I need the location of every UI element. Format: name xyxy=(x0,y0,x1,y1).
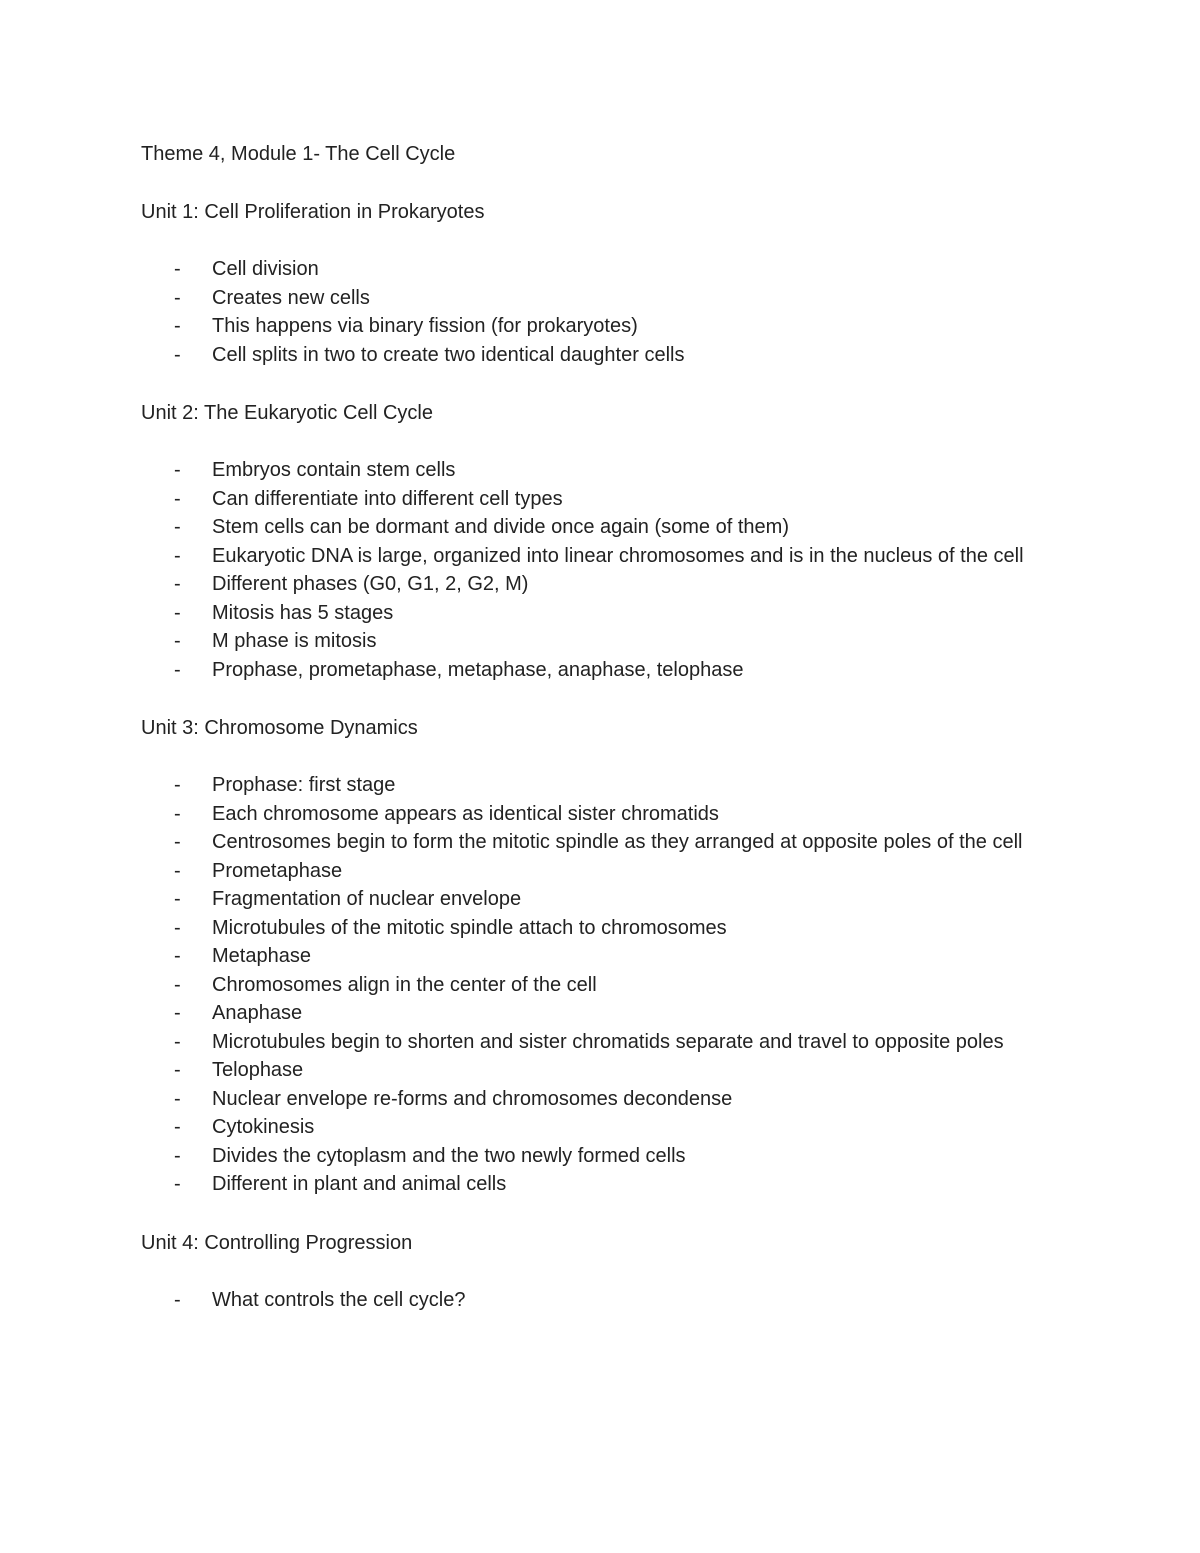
bullet-marker: - xyxy=(174,831,181,853)
bullet-text: Creates new cells xyxy=(212,286,370,309)
list-item xyxy=(141,485,1061,514)
bullet-text: Mitosis has 5 stages xyxy=(212,601,394,624)
list-item xyxy=(141,1170,1061,1199)
list-item xyxy=(141,570,1061,599)
list-item xyxy=(141,1056,1061,1085)
unit-section xyxy=(141,399,1061,684)
units-container xyxy=(141,198,1061,1314)
bullet-marker: - xyxy=(174,1002,181,1024)
bullet-text: Each chromosome appears as identical sister chromatids xyxy=(212,802,719,825)
list-item xyxy=(141,771,1061,800)
bullet-text: Different phases (G0, G1, 2, G2, M) xyxy=(212,573,529,595)
bullet-marker: - xyxy=(174,258,181,280)
bullet-marker: - xyxy=(174,1059,181,1081)
unit-title: Unit 3: Chromosome Dynamics xyxy=(141,717,418,739)
bullet-marker: - xyxy=(174,630,181,652)
bullet-text: What controls the cell cycle? xyxy=(212,1288,466,1311)
list-item xyxy=(141,656,1061,685)
bullet-marker: - xyxy=(174,1087,181,1110)
bullet-text: Microtubules begin to shorten and sister chromatids separate and travel to opposite poles xyxy=(212,1030,1004,1053)
unit-section xyxy=(141,714,1061,1199)
bullet-marker: - xyxy=(174,916,181,939)
list-item xyxy=(141,828,1061,857)
bullet-text: M phase is mitosis xyxy=(212,630,377,652)
bullet-marker: - xyxy=(174,1030,181,1053)
bullet-marker: - xyxy=(174,1173,181,1195)
bullet-text: Embryos contain stem cells xyxy=(212,459,456,481)
list-item xyxy=(141,341,1061,370)
bullet-text: Eukaryotic DNA is large, organized into linear chromosomes and is in the nucleus of the cell xyxy=(212,544,1024,567)
list-item xyxy=(141,800,1061,829)
bullet-text: Centrosomes begin to form the mitotic spindle as they arranged at opposite poles of the cell xyxy=(212,831,1023,853)
bullet-text: Fragmentation of nuclear envelope xyxy=(212,888,522,910)
list-item xyxy=(141,1113,1061,1142)
list-item xyxy=(141,999,1061,1028)
list-item xyxy=(141,312,1061,341)
list-item xyxy=(141,914,1061,943)
bullet-text: Prophase, prometaphase, metaphase, anaphase, telophase xyxy=(212,658,744,681)
unit-title: Unit 1: Cell Proliferation in Prokaryotes xyxy=(141,201,485,223)
list-item xyxy=(141,1142,1061,1171)
bullet-text: Different in plant and animal cells xyxy=(212,1173,507,1195)
unit-section xyxy=(141,1229,1061,1315)
bullet-text: Anaphase xyxy=(212,1002,303,1024)
unit-title: Unit 4: Controlling Progression xyxy=(141,1231,413,1254)
bullet-marker: - xyxy=(174,573,181,595)
bullet-marker: - xyxy=(174,945,181,967)
bullet-marker: - xyxy=(174,1288,181,1311)
bullet-marker: - xyxy=(174,544,181,567)
bullet-marker: - xyxy=(174,459,181,481)
list-item xyxy=(141,1286,1061,1315)
bullet-text: Prometaphase xyxy=(212,859,343,882)
document-title: Theme 4, Module 1- The Cell Cycle xyxy=(141,143,456,165)
bullet-text: Prophase: first stage xyxy=(212,774,396,796)
bullet-marker: - xyxy=(174,658,181,681)
bullet-list xyxy=(141,255,1061,369)
list-item xyxy=(141,456,1061,485)
list-item xyxy=(141,857,1061,886)
unit-title: Unit 2: The Eukaryotic Cell Cycle xyxy=(141,402,433,424)
bullet-marker: - xyxy=(174,343,181,366)
document-page xyxy=(141,140,1061,1314)
bullet-marker: - xyxy=(174,1116,181,1138)
bullet-text: Cell splits in two to create two identical daughter cells xyxy=(212,343,685,366)
list-item xyxy=(141,942,1061,971)
bullet-marker: - xyxy=(174,888,181,910)
list-item xyxy=(141,284,1061,313)
bullet-text: This happens via binary fission (for prokaryotes) xyxy=(212,315,638,337)
bullet-marker: - xyxy=(174,1144,181,1167)
list-item xyxy=(141,885,1061,914)
bullet-marker: - xyxy=(174,286,181,309)
list-item xyxy=(141,1028,1061,1057)
bullet-text: Metaphase xyxy=(212,945,311,967)
list-item xyxy=(141,599,1061,628)
bullet-marker: - xyxy=(174,859,181,882)
bullet-marker: - xyxy=(174,774,181,796)
bullet-list xyxy=(141,771,1061,1199)
bullet-text: Divides the cytoplasm and the two newly formed cells xyxy=(212,1144,686,1167)
bullet-text: Stem cells can be dormant and divide once again (some of them) xyxy=(212,516,789,538)
bullet-marker: - xyxy=(174,973,181,996)
bullet-list xyxy=(141,1286,1061,1315)
unit-section xyxy=(141,198,1061,369)
list-item xyxy=(141,1085,1061,1114)
bullet-text: Cell division xyxy=(212,258,319,280)
bullet-marker: - xyxy=(174,601,181,624)
bullet-text: Microtubules of the mitotic spindle attach to chromosomes xyxy=(212,916,727,939)
bullet-marker: - xyxy=(174,487,181,510)
list-item xyxy=(141,255,1061,284)
bullet-text: Telophase xyxy=(212,1059,304,1081)
list-item xyxy=(141,971,1061,1000)
list-item xyxy=(141,542,1061,571)
bullet-marker: - xyxy=(174,802,181,825)
bullet-text: Cytokinesis xyxy=(212,1116,315,1138)
bullet-text: Can differentiate into different cell types xyxy=(212,487,563,510)
bullet-text: Chromosomes align in the center of the cell xyxy=(212,973,597,996)
bullet-marker: - xyxy=(174,315,181,337)
bullet-text: Nuclear envelope re-forms and chromosomes decondense xyxy=(212,1087,733,1110)
bullet-list xyxy=(141,456,1061,684)
list-item xyxy=(141,513,1061,542)
list-item xyxy=(141,627,1061,656)
bullet-marker: - xyxy=(174,516,181,538)
